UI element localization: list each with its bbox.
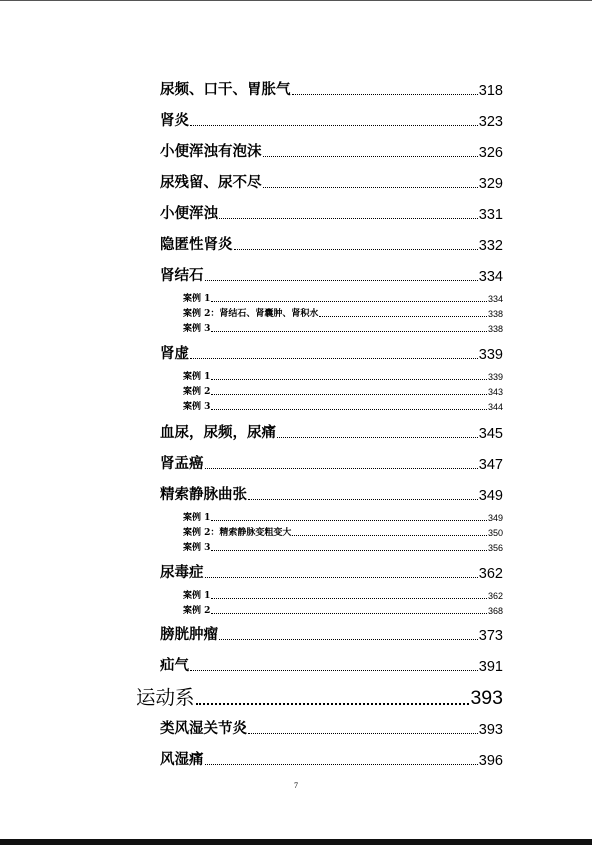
dot-leader [211,409,487,410]
toc-entry-title: 案例 2：肾结石、肾囊肿、肾积水 [183,309,319,319]
toc-subentry[interactable] [183,511,503,523]
toc-entry-title: 精索静脉曲张 [160,486,247,503]
toc-entry-page: 356 [487,543,503,553]
toc-entry-title: 肾盂癌 [160,455,204,472]
dot-leader [205,764,478,765]
dot-leader [248,733,478,734]
toc-entry-title: 案例 3 [183,324,211,334]
toc-entry[interactable] [160,655,503,675]
dot-leader [319,316,487,317]
toc-entry-page: 334 [478,269,503,285]
toc-entry-title: 案例 1 [183,372,211,382]
dot-leader [211,520,487,521]
dot-leader [292,94,478,95]
toc-entry-title: 肾炎 [160,112,189,129]
toc-entry[interactable] [160,624,503,644]
toc-entry[interactable] [160,562,503,582]
toc-entry-title: 风湿痛 [160,751,204,768]
dot-leader [263,156,478,157]
toc-chapter[interactable] [136,683,503,710]
toc-entry-title: 血尿，尿频，尿痛 [160,424,276,441]
toc-entry-title: 案例 2 [183,387,211,397]
toc-entry-page: 329 [478,176,503,192]
page-number: 7 [294,781,298,790]
toc-entry-page: 326 [478,145,503,161]
dot-leader [211,301,487,302]
toc-entry[interactable] [160,484,503,504]
toc-entry-page: 338 [487,309,503,319]
toc-entry[interactable] [160,141,503,161]
toc-entry-title: 案例 3 [183,543,211,553]
toc-subentry[interactable] [183,589,503,601]
toc-subentry[interactable] [183,292,503,304]
toc-entry[interactable] [160,265,503,285]
toc-subentry[interactable] [183,385,503,397]
toc-entry-title: 案例 3 [183,402,211,412]
toc-entry-page: 350 [487,528,503,538]
dot-leader [211,598,487,599]
toc-subentry[interactable] [183,370,503,382]
toc-entry-page: 339 [478,347,503,363]
toc-entry-page: 345 [478,426,503,442]
toc-entry-title: 尿残留、尿不尽 [160,174,262,191]
toc-entry-page: 323 [478,114,503,130]
dot-leader [205,577,478,578]
toc-entry-title: 肾虚 [160,345,189,362]
toc-entry-title: 疝气 [160,657,189,674]
toc-entry[interactable] [160,79,503,99]
toc-subentry[interactable] [183,307,503,319]
toc-entry-page: 347 [478,457,503,473]
toc-entry-title: 隐匿性肾炎 [160,236,233,253]
toc-subentry[interactable] [183,526,503,538]
toc-entry-title: 案例 2：精索静脉变粗变大 [183,528,292,538]
dot-leader [292,535,487,536]
dot-leader [211,550,487,551]
toc-entry-page: 344 [487,402,503,412]
toc-entry[interactable] [160,343,503,363]
toc-entry-title: 运动系 [136,686,195,709]
toc-entry-page: 343 [487,387,503,397]
toc-entry-title: 案例 2 [183,606,211,616]
toc-entry-title: 肾结石 [160,267,204,284]
toc-entry-page: 318 [478,83,503,99]
toc-entry-page: 349 [487,513,503,523]
toc-entry-page: 391 [478,659,503,675]
toc-entry-page: 331 [478,207,503,223]
dot-leader [205,468,478,469]
toc-entry[interactable] [160,422,503,442]
dot-leader [190,125,478,126]
toc-entry-page: 349 [478,488,503,504]
dot-leader [211,331,487,332]
toc-entry-page: 362 [478,566,503,582]
toc-entry-title: 小便浑浊有泡沫 [160,143,262,160]
toc-entry-title: 案例 1 [183,294,211,304]
toc-entry[interactable] [160,749,503,769]
dot-leader [263,187,478,188]
toc-entry-title: 尿毒症 [160,564,204,581]
toc-entry-title: 尿频、口干、胃胀气 [160,81,291,98]
toc-entry-page: 362 [487,591,503,601]
toc-subentry[interactable] [183,541,503,553]
toc-entry-page: 393 [478,722,503,738]
toc-entry-title: 案例 1 [183,591,211,601]
toc-entry-title: 案例 1 [183,513,211,523]
dot-leader [196,703,470,705]
toc-entry-page: 373 [478,628,503,644]
dot-leader [277,437,478,438]
toc-entry[interactable] [160,234,503,254]
toc-entry[interactable] [160,110,503,130]
toc-entry-title: 类风湿关节炎 [160,720,247,737]
dot-leader [211,394,487,395]
toc-entry-page: 393 [470,687,503,709]
dot-leader [190,670,478,671]
toc-entry-page: 338 [487,324,503,334]
toc-entry-page: 339 [487,372,503,382]
dot-leader [234,249,478,250]
toc-subentry[interactable] [183,322,503,334]
toc-entry[interactable] [160,453,503,473]
dot-leader [205,280,478,281]
toc-entry-title: 小便浑浊 [160,205,218,222]
dot-leader [219,218,478,219]
dot-leader [219,639,478,640]
toc-entry[interactable] [160,203,503,223]
toc-entry-page: 368 [487,606,503,616]
toc-subentry[interactable] [183,604,503,616]
dot-leader [211,379,487,380]
toc-entry-title: 膀胱肿瘤 [160,626,218,643]
toc-entry-page: 332 [478,238,503,254]
dot-leader [190,358,478,359]
bottom-rule [0,839,592,845]
dot-leader [211,613,487,614]
toc-entry-page: 396 [478,753,503,769]
toc-subentry[interactable] [183,400,503,412]
dot-leader [248,499,478,500]
toc-entry[interactable] [160,718,503,738]
toc-entry[interactable] [160,172,503,192]
toc-entry-page: 334 [487,294,503,304]
